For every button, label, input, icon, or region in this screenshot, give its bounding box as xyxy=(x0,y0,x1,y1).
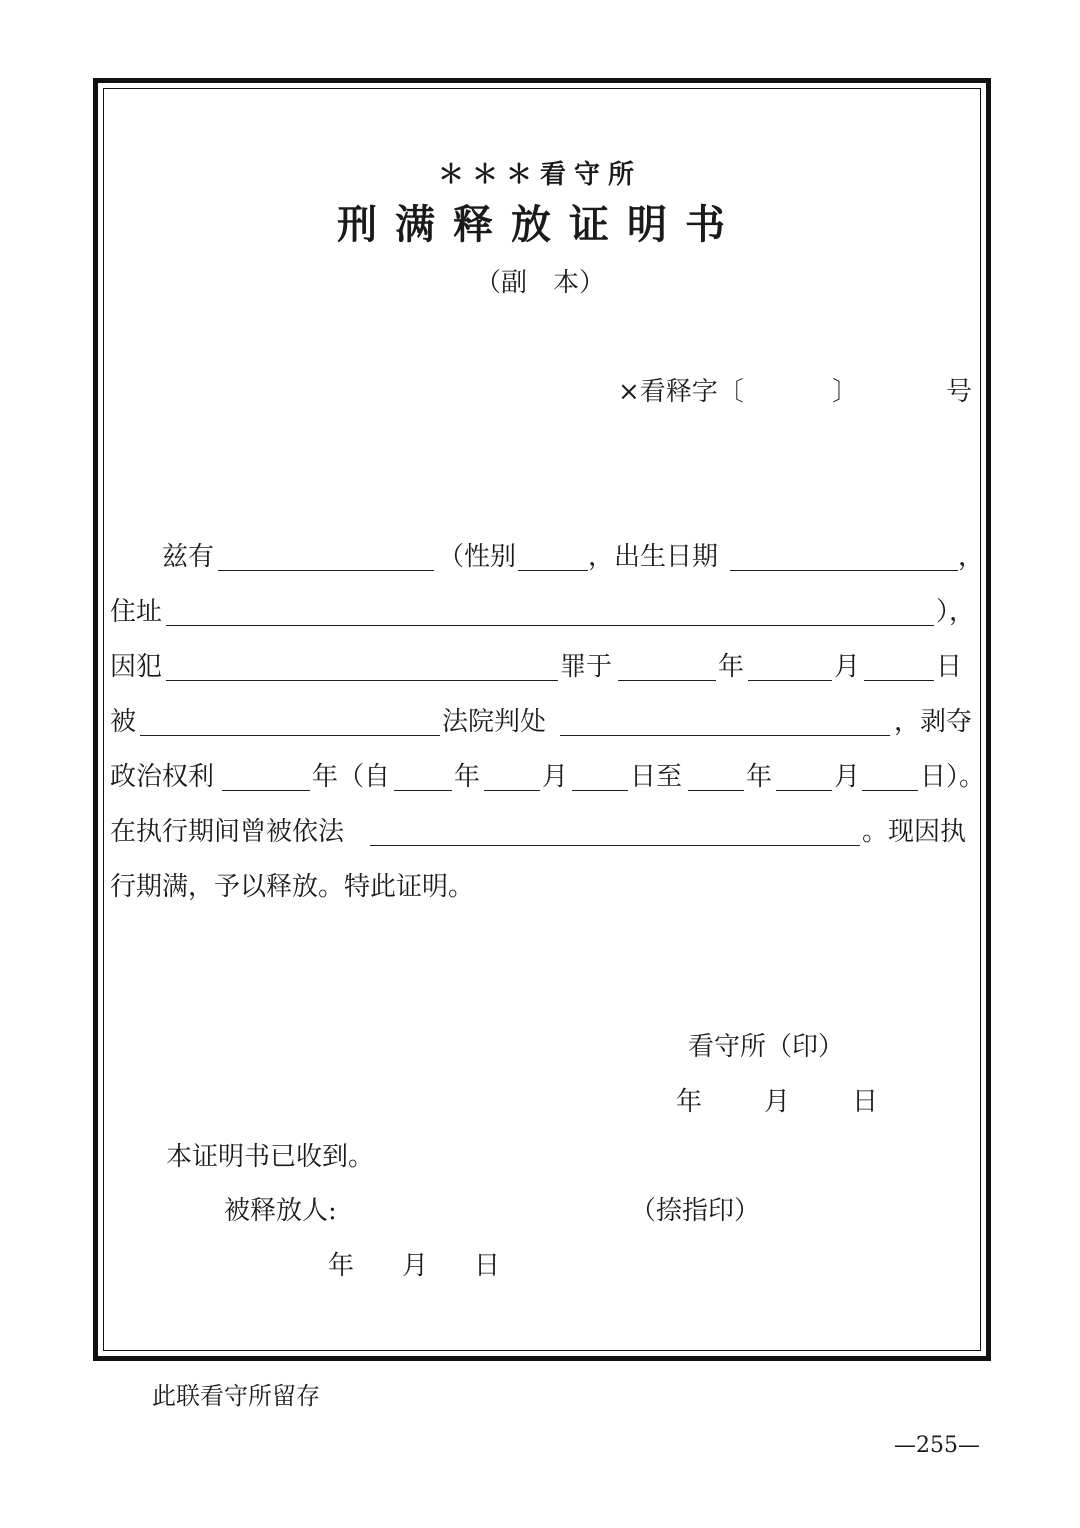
text-year: 年 xyxy=(718,652,745,682)
issue-day-label: 日 xyxy=(852,1087,879,1117)
text-political-rights: 政治权利 xyxy=(110,762,215,792)
document-title: 刑满释放证明书 xyxy=(337,201,743,248)
sentence-month-field[interactable] xyxy=(748,680,832,681)
sentence-year-field[interactable] xyxy=(618,680,716,681)
issue-year-label: 年 xyxy=(676,1087,703,1117)
text-to-month: 月 xyxy=(834,762,861,792)
text-comma: ， xyxy=(958,542,985,572)
to-month-field[interactable] xyxy=(776,790,832,791)
birthdate-field[interactable] xyxy=(730,570,958,571)
sentence-day-field[interactable] xyxy=(864,680,934,681)
document-number-suffix: 号 xyxy=(946,377,973,407)
text-by: 被 xyxy=(110,707,137,737)
text-month: 月 xyxy=(834,652,861,682)
document-number-prefix: ×看释字〔 xyxy=(618,377,744,407)
receipt-day-label: 日 xyxy=(474,1251,501,1281)
text-years-from: 年（自 xyxy=(312,762,391,792)
from-day-field[interactable] xyxy=(572,790,628,791)
released-person-label: 被释放人: xyxy=(224,1196,337,1226)
rights-years-field[interactable] xyxy=(222,790,310,791)
text-now-because: 。现因执 xyxy=(862,817,967,847)
copy-subtitle: （副 本） xyxy=(474,268,605,298)
text-court-sentenced: 法院判处 xyxy=(442,707,547,737)
text-to-day: 日）。 xyxy=(920,762,986,792)
text-address-label: 住址 xyxy=(110,597,163,627)
name-field[interactable] xyxy=(218,570,434,571)
page-number: —255— xyxy=(894,1433,980,1458)
text-from-month: 月 xyxy=(542,762,569,792)
fingerprint-label: （捺指印） xyxy=(630,1196,761,1226)
sentence-field[interactable] xyxy=(560,735,890,736)
receipt-statement: 本证明书已收到。 xyxy=(166,1142,375,1172)
text-to-year: 年 xyxy=(746,762,773,792)
text-close-paren: ）， xyxy=(936,597,976,627)
issue-month-label: 月 xyxy=(764,1087,791,1117)
text-crime-label: 因犯 xyxy=(110,652,163,682)
gender-field[interactable] xyxy=(518,570,588,571)
text-birthdate-label: ，出生日期 xyxy=(588,542,719,572)
receipt-month-label: 月 xyxy=(402,1251,429,1281)
text-release-statement: 行期满，予以释放。特此证明。 xyxy=(110,872,475,902)
organization-title: ＊＊＊看守所 xyxy=(437,160,642,190)
receipt-year-label: 年 xyxy=(328,1251,355,1281)
copy-retention-note: 此联看守所留存 xyxy=(152,1382,320,1410)
to-day-field[interactable] xyxy=(862,790,918,791)
from-month-field[interactable] xyxy=(484,790,540,791)
text-deprive: ，剥夺 xyxy=(894,707,973,737)
text-from-day-to: 日至 xyxy=(630,762,683,792)
from-year-field[interactable] xyxy=(394,790,452,791)
court-field[interactable] xyxy=(140,735,440,736)
address-field[interactable] xyxy=(166,625,934,626)
to-year-field[interactable] xyxy=(688,790,744,791)
crime-field[interactable] xyxy=(166,680,558,681)
document-number-bracket-close: 〕 xyxy=(832,377,859,407)
text-from-year: 年 xyxy=(454,762,481,792)
text-day: 日 xyxy=(936,652,963,682)
text-zi-you: 兹有 xyxy=(162,542,215,572)
detention-center-seal: 看守所（印） xyxy=(688,1032,845,1062)
execution-record-field[interactable] xyxy=(370,845,860,846)
text-during-execution: 在执行期间曾被依法 xyxy=(110,817,345,847)
text-sentenced-on: 罪于 xyxy=(560,652,613,682)
text-gender-label: （性别 xyxy=(438,542,517,572)
